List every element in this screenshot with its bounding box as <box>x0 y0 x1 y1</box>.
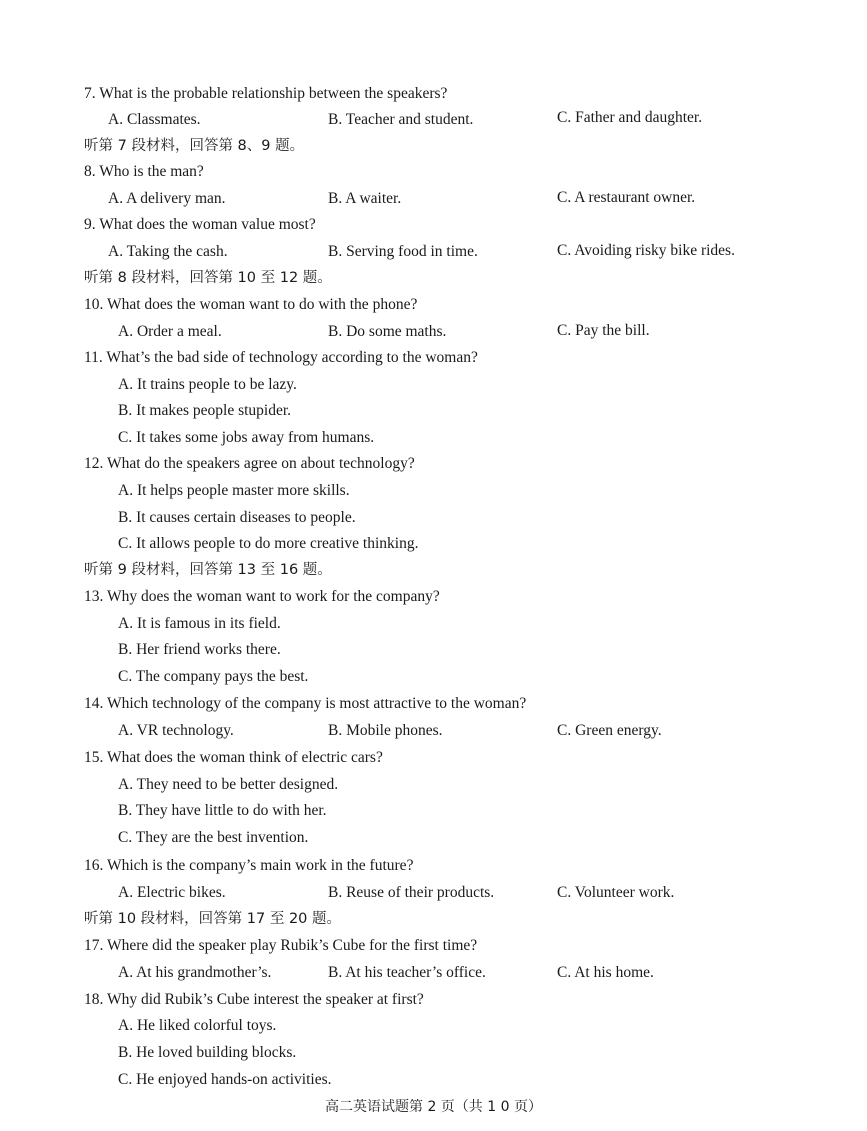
answer-option: A. Order a meal. <box>118 323 222 340</box>
answer-option: A. Taking the cash. <box>108 243 228 260</box>
question-text: 12. What do the speakers agree on about technology? <box>84 455 415 472</box>
answer-option: A. VR technology. <box>118 722 234 739</box>
answer-option: B. Do some maths. <box>328 323 447 340</box>
question-text: 18. Why did Rubik’s Cube interest the speaker at first? <box>84 991 424 1008</box>
answer-option: B. A waiter. <box>328 190 402 207</box>
answer-option: C. Pay the bill. <box>557 322 650 339</box>
answer-option: C. It allows people to do more creative thinking. <box>118 535 419 552</box>
answer-option: C. Father and daughter. <box>557 109 703 126</box>
answer-option: B. Her friend works there. <box>118 641 281 658</box>
answer-option: A. At his grandmother’s. <box>118 964 272 981</box>
question-text: 13. Why does the woman want to work for the company? <box>84 588 440 605</box>
question-text: 7. What is the probable relationship between the speakers? <box>84 85 448 102</box>
section-instruction: 听第 10 段材料，回答第 17 至 20 题。 <box>84 911 342 927</box>
answer-option: C. It takes some jobs away from humans. <box>118 429 375 446</box>
question-text: 17. Where did the speaker play Rubik’s Cube for the first time? <box>84 937 478 954</box>
answer-option: B. It causes certain diseases to people. <box>118 509 356 526</box>
answer-option: A. It is famous in its field. <box>118 615 281 632</box>
answer-option: A. A delivery man. <box>108 190 226 207</box>
answer-option: B. Serving food in time. <box>328 243 478 260</box>
section-instruction: 听第 8 段材料，回答第 10 至 12 题。 <box>84 270 332 286</box>
answer-option: A. It trains people to be lazy. <box>118 376 297 393</box>
answer-option: C. A restaurant owner. <box>557 189 696 206</box>
answer-option: C. At his home. <box>557 964 654 981</box>
page-footer: 高二英语试题第 2 页（共 1 0 页） <box>325 1099 542 1115</box>
question-text: 8. Who is the man? <box>84 163 204 180</box>
answer-option: A. He liked colorful toys. <box>118 1017 277 1034</box>
answer-option: C. The company pays the best. <box>118 668 309 685</box>
section-instruction: 听第 7 段材料，回答第 8、9 题。 <box>84 138 305 154</box>
answer-option: A. They need to be better designed. <box>118 776 339 793</box>
answer-option: B. At his teacher’s office. <box>328 964 486 981</box>
question-text: 15. What does the woman think of electric cars? <box>84 749 383 766</box>
answer-option: A. Electric bikes. <box>118 884 226 901</box>
section-instruction: 听第 9 段材料，回答第 13 至 16 题。 <box>84 562 332 578</box>
question-text: 16. Which is the company’s main work in the future? <box>84 857 414 874</box>
answer-option: C. They are the best invention. <box>118 829 309 846</box>
answer-option: B. They have little to do with her. <box>118 802 327 819</box>
question-text: 10. What does the woman want to do with the phone? <box>84 296 418 313</box>
answer-option: C. Volunteer work. <box>557 884 675 901</box>
answer-option: B. Teacher and student. <box>328 111 474 128</box>
question-text: 14. Which technology of the company is most attractive to the woman? <box>84 695 527 712</box>
question-text: 11. What’s the bad side of technology according to the woman? <box>84 349 478 366</box>
answer-option: C. He enjoyed hands-on activities. <box>118 1071 332 1088</box>
answer-option: B. Mobile phones. <box>328 722 443 739</box>
answer-option: A. Classmates. <box>108 111 201 128</box>
answer-option: B. He loved building blocks. <box>118 1044 297 1061</box>
answer-option: B. It makes people stupider. <box>118 402 292 419</box>
answer-option: A. It helps people master more skills. <box>118 482 350 499</box>
answer-option: C. Avoiding risky bike rides. <box>557 242 735 259</box>
answer-option: B. Reuse of their products. <box>328 884 495 901</box>
answer-option: C. Green energy. <box>557 722 662 739</box>
question-text: 9. What does the woman value most? <box>84 216 316 233</box>
